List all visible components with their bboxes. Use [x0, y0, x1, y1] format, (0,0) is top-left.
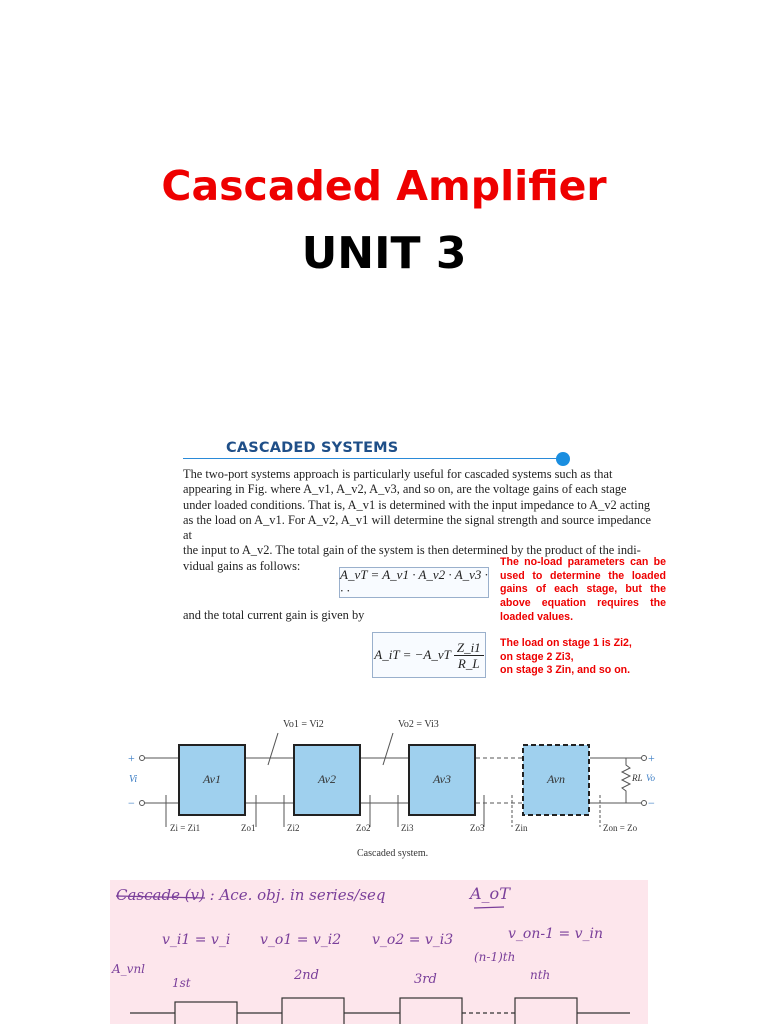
page-title: Cascaded Amplifier — [161, 162, 607, 210]
input-minus: − — [128, 796, 135, 810]
stage-label: Avn — [547, 772, 565, 786]
current-gain-text: and the total current gain is given by — [183, 608, 365, 622]
input-label: Vi — [129, 774, 138, 785]
fraction-denominator: R_L — [457, 655, 480, 671]
fraction-numerator: Z_i1 — [454, 640, 484, 656]
output-minus: − — [648, 796, 655, 810]
handwritten-eq: v_o1 = v_i2 — [260, 932, 342, 948]
load-note-line: on stage 2 Zi3, — [500, 650, 574, 663]
paragraph-line: The two-port systems approach is particularly useful for cascaded systems such as that — [183, 467, 613, 481]
output-plus: + — [648, 751, 655, 765]
cascaded-system-diagram — [120, 715, 660, 845]
handwritten-stage: 1st — [172, 976, 191, 990]
top-label: Vo1 = Vi2 — [283, 719, 324, 730]
section-heading: CASCADED SYSTEMS — [226, 440, 399, 456]
current-gain-equation — [372, 632, 486, 678]
handwritten-eq: v_on-1 = v_in — [508, 926, 604, 942]
z-label: Zo2 — [356, 823, 371, 833]
handwritten-stage: nth — [530, 968, 551, 982]
load-label: RL — [632, 773, 643, 783]
stage-label: Av1 — [203, 772, 221, 786]
heading-rule — [183, 458, 563, 459]
handwritten-eq: v_o2 = v_i3 — [372, 932, 454, 948]
z-label: Zo1 — [241, 823, 256, 833]
handwritten-line: Cascade (v) : Ace. obj. in series/seq — [116, 886, 386, 904]
z-label: Zin — [515, 823, 528, 833]
unit-subtitle: UNIT 3 — [301, 228, 467, 279]
load-note-line: on stage 3 Zin, and so on. — [500, 664, 631, 677]
input-plus: + — [128, 751, 135, 765]
z-label: Zon = Zo — [603, 823, 638, 833]
heading-rule-dot — [556, 452, 570, 466]
paragraph-line: vidual gains as follows: — [183, 558, 301, 573]
current-gain-lhs: A_iT = −A_vT — [374, 647, 451, 662]
z-label: Zi2 — [287, 823, 300, 833]
handwritten-sketch — [110, 880, 648, 1024]
handwritten-avnl: A_vnl — [112, 962, 146, 976]
z-label: Zi = Zi1 — [170, 823, 201, 833]
handwritten-stage: 3rd — [414, 972, 437, 987]
z-label: Zi3 — [401, 823, 414, 833]
load-note — [500, 637, 670, 678]
diagram-caption: Cascaded system. — [357, 848, 429, 859]
handwritten-stage: (n-1)th — [474, 950, 516, 964]
z-label: Zo3 — [470, 823, 485, 833]
stage-label: Av2 — [318, 772, 336, 786]
voltage-gain-equation: A_vT = A_v1 · A_v2 · A_v3 · · · — [340, 566, 488, 598]
load-note-line: The load on stage 1 is Zi2, — [500, 637, 632, 649]
stage-label: Av3 — [433, 772, 451, 786]
paragraph-line: appearing in Fig. where A_v1, A_v2, A_v3, and so on, are the voltage gains of each stage — [183, 482, 627, 497]
output-label: Vo — [646, 773, 655, 783]
handwritten-eq: v_i1 = v_i — [162, 932, 231, 948]
handwritten-aot: A_oT — [470, 884, 510, 903]
paragraph-line: the input to A_v2. The total gain of the system is then determined by the product of the indi- — [183, 543, 641, 558]
paragraph-line: under loaded conditions. That is, A_v1 is determined with the input impedance to A_v2 acting — [183, 497, 651, 512]
handwritten-notes — [110, 880, 648, 1024]
current-gain-fraction — [454, 640, 484, 671]
noload-note: The no-load parameters can be used to determine the loaded gains of each stage, but the above equation requires the loaded values. — [500, 556, 666, 623]
paragraph-line: as the load on A_v1. For A_v2, A_v1 will determine the signal strength and source impedance at — [183, 512, 651, 543]
handwritten-stage: 2nd — [294, 968, 319, 983]
top-label: Vo2 = Vi3 — [398, 719, 439, 730]
